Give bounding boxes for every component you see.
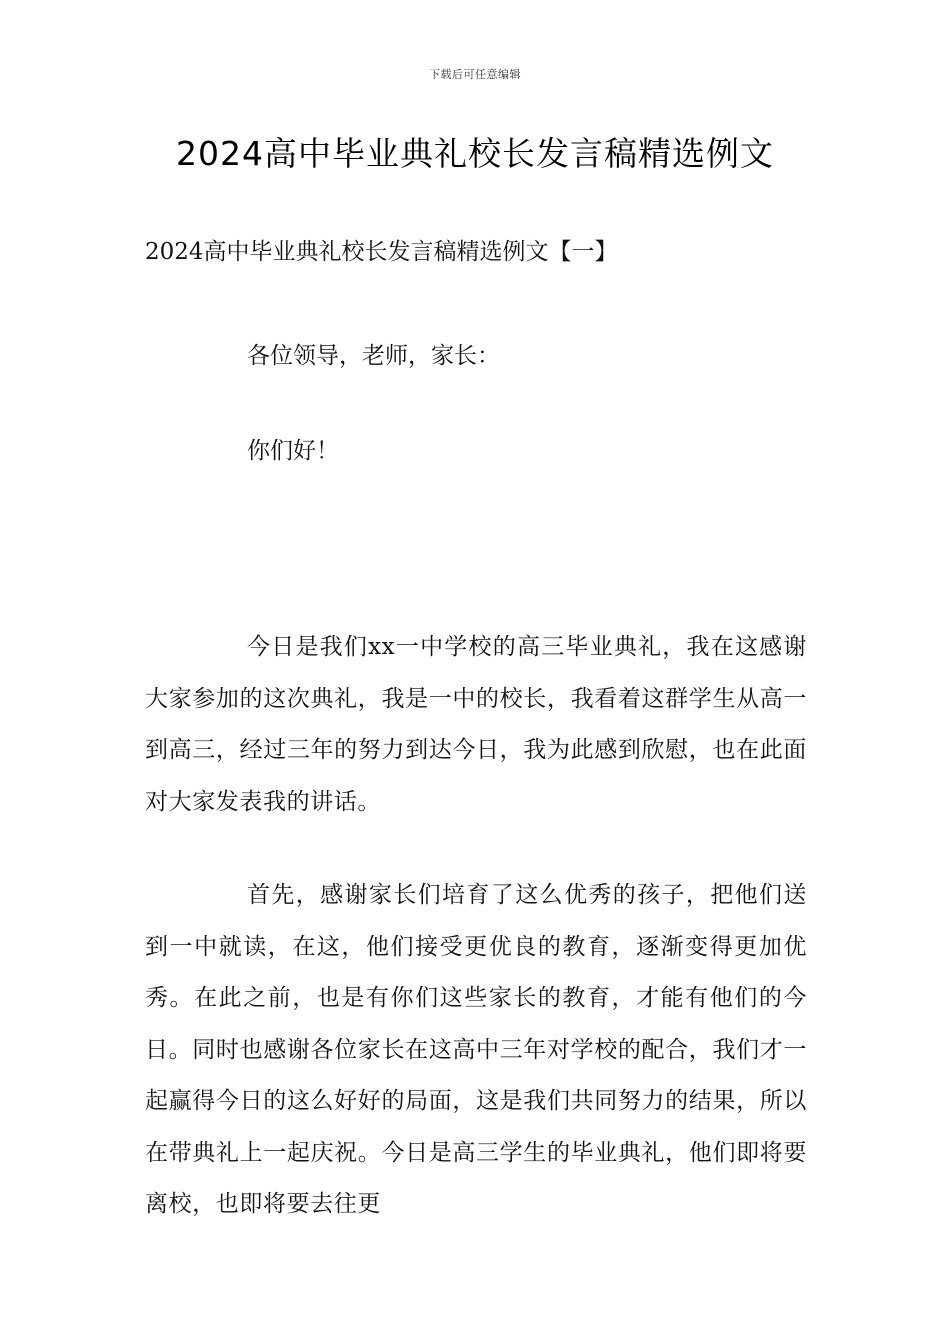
document-title: 2024高中毕业典礼校长发言稿精选例文 bbox=[176, 134, 774, 173]
body-paragraph: 今日是我们xx一中学校的高三毕业典礼，我在这感谢大家参加的这次典礼，我是一中的校长，我看着这群学生从高一到高三，经过三年的努力到达今日，我为此感到欣慰，也在此面对大家发表我的讲话。 bbox=[145, 634, 807, 815]
greeting: 你们好！ bbox=[247, 438, 339, 464]
header-note: 下载后可任意编辑 bbox=[429, 68, 521, 81]
body-paragraph: 首先，感谢家长们培育了这么优秀的孩子，把他们送到一中就读，在这，他们接受更优良的教育，逐渐变得更加优秀。在此之前，也是有你们这些家长的教育，才能有他们的今日。同时也感谢各位家长在这高中三年对学校的配合，我们才一起赢得今日的这么好好的局面，这是我们共同努力的结果，所以在带典礼上一起庆祝。今日是高三学生的毕业典礼，他们即将要离校，也即将要去往更 bbox=[145, 882, 807, 1217]
salutation: 各位领导，老师，家长： bbox=[247, 343, 500, 369]
section-heading: 2024高中毕业典礼校长发言稿精选例文【一】 bbox=[145, 239, 618, 265]
